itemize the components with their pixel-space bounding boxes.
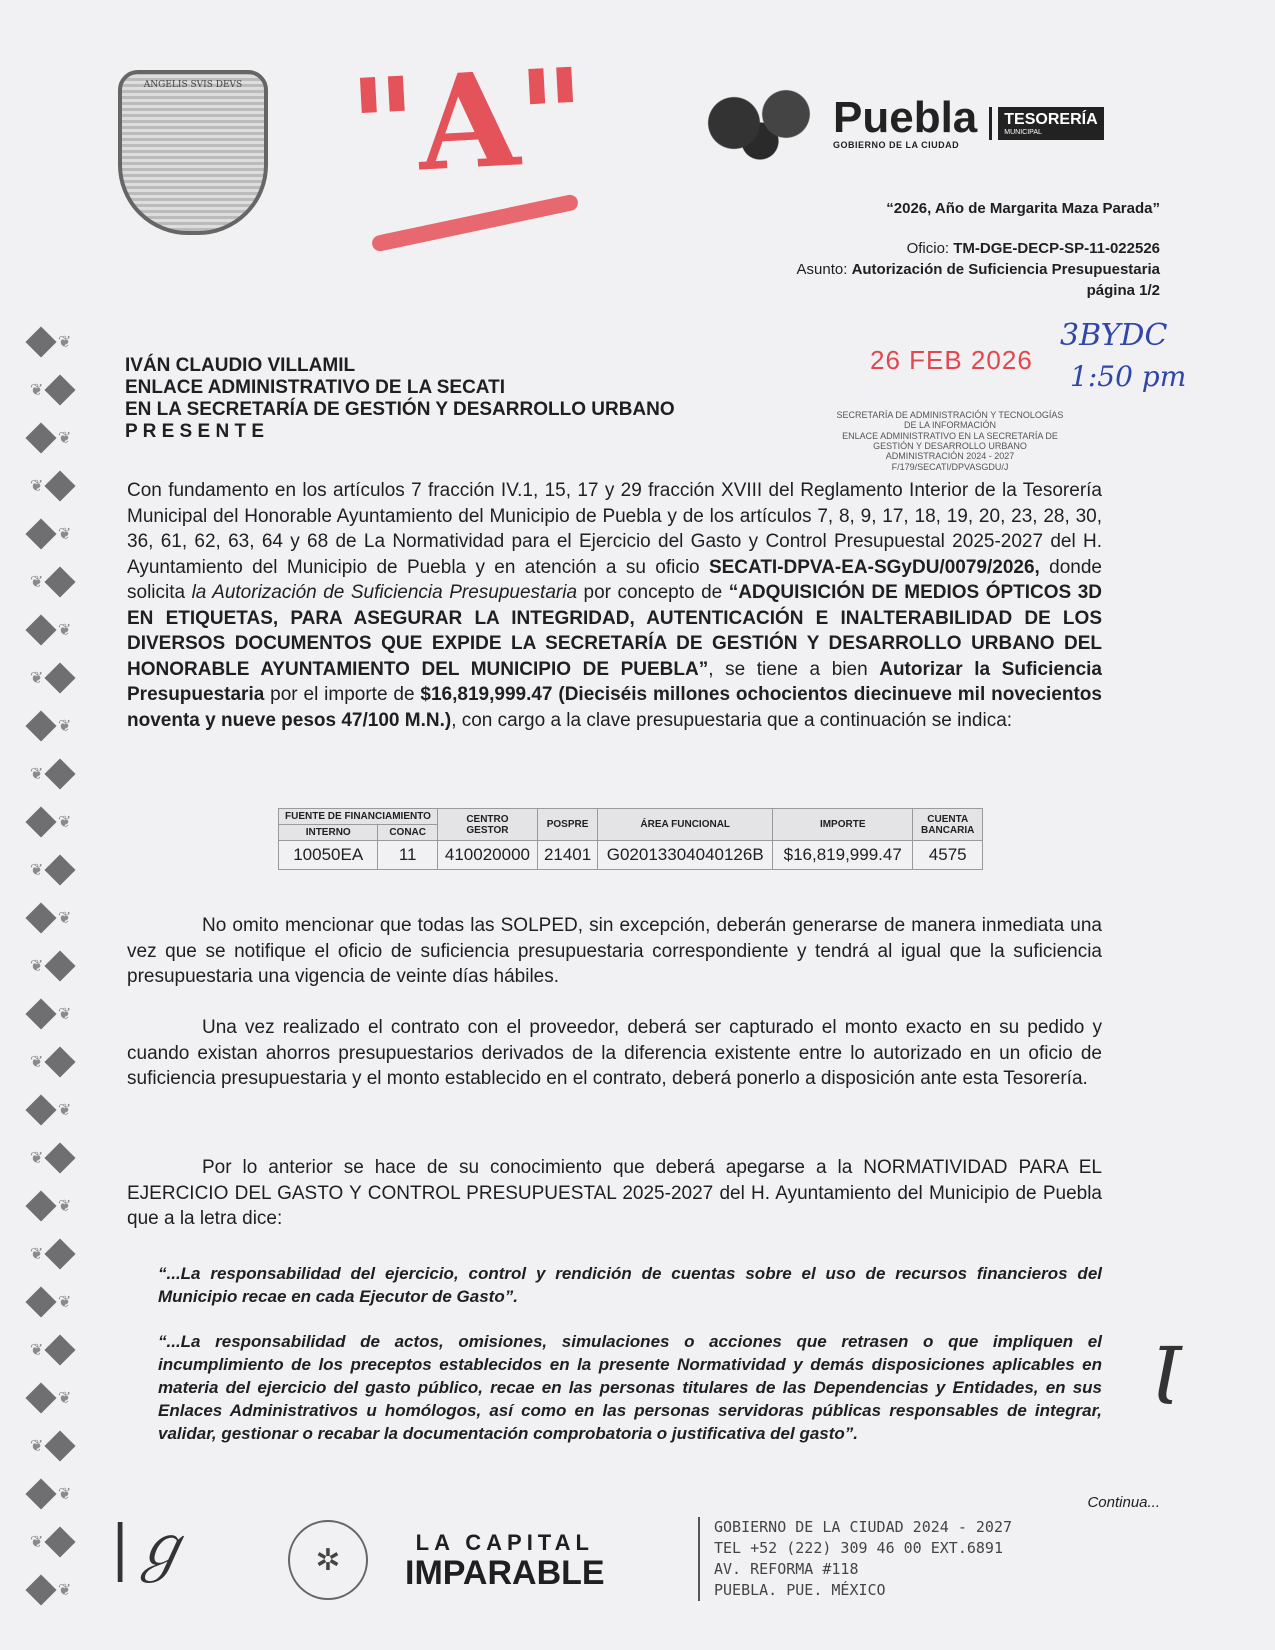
oficio-ref: SECATI-DPVA-EA-SGyDU/0079/2026, — [708, 556, 1040, 578]
border-motif — [30, 1040, 90, 1084]
leaf-icon: ❦ — [30, 1054, 44, 1071]
diamond-icon — [45, 470, 76, 501]
diamond-icon — [25, 1382, 56, 1413]
text: por el importe de — [264, 684, 421, 705]
quote-1: “...La responsabilidad del ejercicio, control y rendición de cuentas sobre el uso de recursos financieros del Municipio recae en cada Ejecutor de Gasto”. — [158, 1264, 1102, 1306]
handwritten-a-mark: "A" — [346, 38, 591, 205]
diamond-icon — [25, 1190, 56, 1221]
diamond-icon — [25, 326, 56, 357]
page-number: 1/2 — [1139, 282, 1160, 299]
concept: “ADQUISICIÓN DE MEDIOS ÓPTICOS 3D EN ETIQUETAS, PARA ASEGURAR LA INTEGRIDAD, AUTENTICACIÓN E INALTERABILIDAD DE LOS DIVERSOS DOCUMENTOS QUE EXPIDE LA SECRETARÍA DE GESTIÓN Y DESARROLLO URBANO DEL HONORABLE AYUNTAMIENTO DEL MUNICIPIO DE PUEBLA” — [127, 582, 1102, 680]
diamond-icon — [25, 1574, 56, 1605]
border-motif — [30, 800, 90, 844]
capital-line2: IMPARABLE — [405, 1554, 605, 1592]
border-motif — [30, 1520, 90, 1564]
leaf-icon: ❦ — [58, 334, 72, 351]
footer-line: TEL +52 (222) 309 46 00 EXT.6891 — [714, 1539, 1003, 1557]
received-stamp-date: 26 FEB 2026 — [870, 345, 1033, 375]
leaf-icon: ❦ — [30, 478, 44, 495]
leaf-icon: ❦ — [58, 1582, 72, 1599]
cell-interno: 10050EA — [279, 841, 378, 870]
cell-area: G02013304040126B — [598, 841, 773, 870]
diamond-icon — [45, 662, 76, 693]
page-label: página — [1086, 282, 1140, 299]
puebla-logo — [695, 78, 1104, 168]
border-motif — [30, 848, 90, 892]
th-area: ÁREA FUNCIONAL — [598, 809, 773, 841]
border-motif — [30, 896, 90, 940]
leaf-icon: ❦ — [58, 1102, 72, 1119]
cell-centro: 410020000 — [437, 841, 537, 870]
table-row — [279, 841, 983, 870]
stamp-line: GESTIÓN Y DESARROLLO URBANO — [873, 441, 1027, 452]
diamond-icon — [45, 1334, 76, 1365]
leaf-icon: ❦ — [58, 1198, 72, 1215]
seal-text: ANGELIS SVIS DEVS — [143, 80, 243, 90]
diamond-icon — [25, 998, 56, 1029]
diamond-icon — [45, 1142, 76, 1173]
page-indicator — [1087, 282, 1160, 299]
leaf-icon: ❦ — [30, 766, 44, 783]
border-motif — [30, 1328, 90, 1372]
border-motif — [30, 1136, 90, 1180]
equality-seal-icon: ✲ — [288, 1520, 368, 1600]
leaf-icon: ❦ — [58, 526, 72, 543]
asunto-label: Asunto: — [796, 261, 852, 278]
capital-line1: LA CAPITAL — [415, 1530, 594, 1555]
diamond-icon — [25, 1286, 56, 1317]
footer-line: PUEBLA. PUE. MÉXICO — [714, 1581, 886, 1599]
border-motif — [30, 656, 90, 700]
motto: “2026, Año de Margarita Maza Parada” — [886, 200, 1160, 217]
leaf-icon: ❦ — [58, 910, 72, 927]
stamp-line: DE LA INFORMACIÓN — [903, 420, 996, 431]
th-cuenta: CUENTA BANCARIA — [913, 809, 983, 841]
logo-city: Puebla — [833, 93, 978, 142]
leaf-icon: ❦ — [30, 1342, 44, 1359]
logo-dept — [998, 107, 1103, 140]
cell-conac: 11 — [378, 841, 438, 870]
recipient-org: EN LA SECRETARÍA DE GESTIÓN Y DESARROLLO URBANO — [125, 399, 675, 420]
leaf-icon: ❦ — [30, 1534, 44, 1551]
diamond-icon — [25, 806, 56, 837]
th-interno: INTERNO — [279, 825, 378, 841]
handwritten-time: 1:50 pm — [1070, 360, 1187, 393]
cell-importe: $16,819,999.47 — [773, 841, 913, 870]
stamp-line: SECRETARÍA DE ADMINISTRACIÓN Y TECNOLOGÍAS — [836, 410, 1064, 420]
logo-gov: GOBIERNO DE LA CIUDAD — [833, 140, 960, 150]
border-motif — [30, 464, 90, 508]
diamond-icon — [45, 566, 76, 597]
border-motif — [30, 1184, 90, 1228]
diamond-icon — [45, 1238, 76, 1269]
border-motif — [30, 608, 90, 652]
border-motif — [30, 560, 90, 604]
text: , con cargo a la clave presupuestaria que a continuación se indica: — [451, 709, 1013, 731]
red-crayon-stroke — [371, 193, 580, 252]
asunto-line — [797, 261, 1160, 278]
oficio-number: TM-DGE-DECP-SP-11-022526 — [953, 240, 1160, 257]
text: donde solicita — [127, 556, 1102, 603]
municipal-seal — [118, 70, 268, 235]
border-motif — [30, 992, 90, 1036]
presente: P R E S E N T E — [125, 421, 265, 442]
recipient-name: IVÁN CLAUDIO VILLAMIL — [125, 355, 356, 376]
leaf-icon: ❦ — [30, 862, 44, 879]
leaf-icon: ❦ — [30, 958, 44, 975]
border-motif — [30, 1568, 90, 1612]
border-motif — [30, 944, 90, 988]
leaf-icon: ❦ — [58, 1294, 72, 1311]
cell-cuenta: 4575 — [913, 841, 983, 870]
border-motif — [30, 1424, 90, 1468]
leaf-icon: ❦ — [30, 382, 44, 399]
handwritten-id: 3BYDC — [1060, 318, 1168, 353]
footer-contact — [698, 1517, 1012, 1601]
paragraph-solped: No omito mencionar que todas las SOLPED, sin excepción, deberán generarse de manera inmediata una vez que se notifique el oficio de suficiencia presupuestaria correspondiente y tendrá al igual que la suficiencia presupuestaria una vigencia de veinte días hábiles. — [127, 915, 1102, 987]
th-centro: CENTRO GESTOR — [437, 809, 537, 841]
diamond-icon — [25, 422, 56, 453]
paragraph-contrato: Una vez realizado el contrato con el proveedor, deberá ser capturado el monto exacto en su pedido y cuando existan ahorros presupuestarios derivados de la diferencia existente entre lo autorizado en un oficio de suficiencia presupuestaria y el monto establecido en el contrato, deberá ponerlo a disposición ante esta Tesorería. — [127, 1017, 1102, 1089]
leaf-icon: ❦ — [30, 1246, 44, 1263]
th-importe: IMPORTE — [773, 809, 913, 841]
paragraph-main — [127, 478, 1102, 733]
diamond-icon — [45, 1430, 76, 1461]
border-motif — [30, 752, 90, 796]
border-motif — [30, 512, 90, 556]
border-motif — [30, 320, 90, 364]
leaf-icon: ❦ — [58, 1390, 72, 1407]
border-motif — [30, 416, 90, 460]
text: , se tiene a bien — [708, 658, 880, 680]
border-motif — [30, 1232, 90, 1276]
leaf-icon: ❦ — [30, 670, 44, 687]
dept-label: TESORERÍA — [1004, 110, 1098, 128]
signature-mark: Ɩ — [1150, 1330, 1182, 1423]
dept-sub: MUNICIPAL — [1004, 128, 1042, 136]
diamond-icon — [25, 710, 56, 741]
leaf-icon: ❦ — [30, 1150, 44, 1167]
text: Con fundamento en los artículos 7 fracción IV.1, 15, 17 y 29 fracción XVIII del Reglamento Interior de la Tesorería Municipal del Honorable Ayuntamiento del Municipio de Puebla y de los artículos 7, 8, 9, 17, 18, 19, 20, 23, 28, 30, 36, 61, 62, 63, 64 y 68 de La Normatividad para el Ejercicio del Gasto y Control Presupuestal 2025-2027 del H. Ayuntamiento del Municipio de Puebla y en atención a su oficio — [127, 480, 1102, 578]
border-motif — [30, 704, 90, 748]
border-motif — [30, 1472, 90, 1516]
diamond-icon — [25, 614, 56, 645]
border-motif — [30, 1280, 90, 1324]
th-conac: CONAC — [378, 825, 438, 841]
quote-2: “...La responsabilidad de actos, omisiones, simulaciones o acciones que retrasen o que impliquen el incumplimiento de los preceptos establecidos en la presente Normatividad y demás disposiciones aplicables en materia del ejercicio del gasto público, recae en las personas titulares de las Dependencias y Entidades, en sus Enlaces Administrativos u homólogos, así como en las personas servidoras públicas responsables de integrar, validar, gestionar o recabar la documentación comprobatoria o justificativa del gasto”. — [158, 1332, 1102, 1443]
diamond-icon — [45, 374, 76, 405]
decorative-border — [30, 320, 90, 1640]
leaf-icon: ❦ — [58, 814, 72, 831]
continua: Continua... — [1087, 1494, 1160, 1511]
diamond-icon — [25, 518, 56, 549]
amount: $16,819,999.47 (Dieciséis millones ochocientos diecinueve mil novecientos noventa y nueve pesos 47/100 M.N.) — [127, 684, 1102, 731]
oficio-label: Oficio: — [906, 240, 954, 257]
leaf-icon: ❦ — [58, 718, 72, 735]
border-motif — [30, 1088, 90, 1132]
budget-table — [278, 808, 983, 870]
oficio-line — [907, 240, 1160, 257]
th-pospre: POSPRE — [537, 809, 597, 841]
diamond-icon — [25, 1094, 56, 1125]
received-stamp-text — [800, 410, 1100, 472]
paragraph-normatividad: Por lo anterior se hace de su conocimiento que deberá apegarse a la NORMATIVIDAD PARA EL EJERCICIO DEL GASTO Y CONTROL PRESUPUESTAL 2025-2027 del H. Ayuntamiento del Municipio de Puebla que a la letra dice: — [127, 1157, 1102, 1229]
asunto-value: Autorización de Suficiencia Presupuestaria — [851, 261, 1160, 278]
diamond-icon — [45, 854, 76, 885]
border-motif — [30, 368, 90, 412]
footer-line: GOBIERNO DE LA CIUDAD 2024 - 2027 — [714, 1518, 1013, 1536]
stamp-line: ADMINISTRACIÓN 2024 - 2027 — [885, 451, 1015, 462]
leaf-icon: ❦ — [30, 574, 44, 591]
border-motif — [30, 1376, 90, 1420]
diamond-icon — [45, 950, 76, 981]
logo-art-icon — [695, 78, 825, 168]
text: por concepto de — [577, 582, 729, 603]
leaf-icon: ❦ — [58, 1006, 72, 1023]
th-fuente: FUENTE DE FINANCIAMIENTO — [279, 809, 438, 825]
diamond-icon — [45, 758, 76, 789]
stamp-line: F/179/SECATI/DPVASGDU/J — [891, 461, 1009, 472]
text: Autorizar la Suficiencia Presupuestaria — [127, 658, 1102, 705]
capital-imparable-logo — [405, 1530, 605, 1590]
leaf-icon: ❦ — [30, 1438, 44, 1455]
recipient-role: ENLACE ADMINISTRATIVO DE LA SECATI — [125, 377, 505, 398]
diamond-icon — [25, 902, 56, 933]
signature-initials: |ℊ — [110, 1513, 191, 1583]
diamond-icon — [45, 1046, 76, 1077]
cell-pospre: 21401 — [537, 841, 597, 870]
leaf-icon: ❦ — [58, 1486, 72, 1503]
diamond-icon — [25, 1478, 56, 1509]
diamond-icon — [45, 1526, 76, 1557]
recipient-block — [125, 355, 675, 443]
text: la Autorización de Suficiencia Presupuestaria — [191, 582, 578, 603]
stamp-line: ENLACE ADMINISTRATIVO EN LA SECRETARÍA DE — [842, 430, 1058, 441]
leaf-icon: ❦ — [58, 622, 72, 639]
leaf-icon: ❦ — [58, 430, 72, 447]
footer-line: AV. REFORMA #118 — [714, 1560, 859, 1578]
